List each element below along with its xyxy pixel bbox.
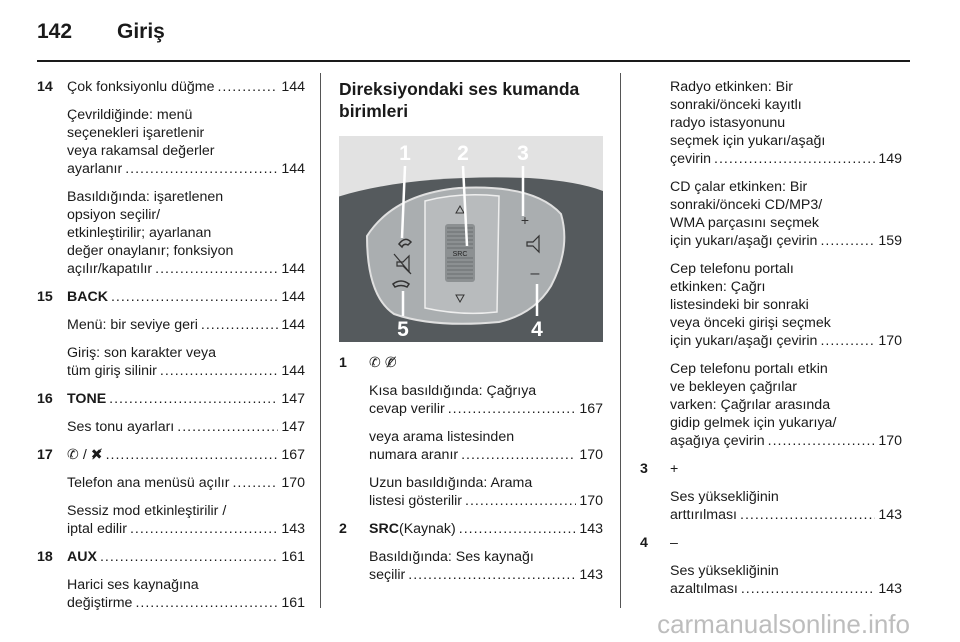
- text-block: [670, 178, 902, 250]
- text-line: [670, 580, 902, 598]
- line-text: –: [670, 535, 678, 551]
- volume-up-icon[interactable]: +: [520, 212, 530, 228]
- text-line: [369, 548, 603, 566]
- text-line: [67, 502, 305, 520]
- entry-number: 17: [37, 447, 53, 463]
- text-line: [369, 492, 603, 510]
- text-block: [67, 576, 305, 612]
- text-line: [67, 446, 305, 464]
- text-line: [369, 566, 603, 584]
- line-text: varken: Çağrılar arasında: [670, 397, 831, 413]
- leader-dots: [160, 362, 278, 380]
- entry-item: [339, 354, 603, 510]
- page-ref: 170: [878, 333, 902, 349]
- leader-dots: [106, 446, 279, 464]
- page-ref: 170: [878, 433, 902, 449]
- line-text: WMA parçasını seçmek: [670, 215, 820, 231]
- line-text: çevirin: [670, 151, 711, 167]
- callout-2: 2: [457, 142, 469, 165]
- text-block: [369, 354, 603, 372]
- page-ref: 167: [579, 401, 603, 417]
- text-block: [670, 534, 902, 552]
- leader-dots: [740, 506, 875, 524]
- entry-item: [37, 446, 305, 538]
- line-text: Harici ses kaynağına: [67, 577, 199, 593]
- line-text: veya rakamsal değerler: [67, 143, 215, 159]
- line-text: TONE: [67, 391, 107, 407]
- callout-3: 3: [517, 142, 529, 165]
- page-ref: 147: [281, 419, 305, 435]
- line-text: Telefon ana menüsü açılır: [67, 475, 230, 491]
- intro-text: [640, 78, 902, 450]
- page-ref: 144: [281, 289, 305, 305]
- steering-wheel-controls-figure: [339, 136, 603, 342]
- line-text: değer onaylanır; fonksiyon: [67, 243, 234, 259]
- text-line: [369, 400, 603, 418]
- text-line: [670, 534, 902, 552]
- text-line: [670, 414, 902, 432]
- text-line: [670, 296, 902, 314]
- callout-5: 5: [397, 318, 409, 341]
- entry-item: [640, 460, 902, 524]
- page-number: 142: [37, 20, 73, 43]
- leader-dots: [109, 390, 278, 408]
- page-ref: 144: [281, 161, 305, 177]
- text-block: [670, 488, 902, 524]
- leader-dots: [125, 160, 278, 178]
- leader-dots: [820, 232, 875, 250]
- leader-dots: [714, 150, 875, 168]
- src-label: SRC: [452, 251, 468, 258]
- entry-number: 15: [37, 289, 53, 305]
- entry-number: 2: [339, 521, 347, 537]
- line-text: opsiyon seçilir/: [67, 207, 161, 223]
- line-text: Ses tonu ayarları: [67, 419, 175, 435]
- leader-dots: [130, 520, 278, 538]
- watermark: carmanualsonline.info: [657, 609, 910, 639]
- page-ref: 143: [579, 521, 603, 537]
- text-block: [369, 382, 603, 418]
- text-line: [670, 214, 902, 232]
- text-block: [67, 78, 305, 96]
- text-line: [670, 114, 902, 132]
- callout-4: 4: [531, 318, 543, 341]
- text-line: [67, 316, 305, 334]
- line-text: arttırılması: [670, 507, 738, 523]
- callout-1: 1: [399, 142, 411, 165]
- line-text: SRC: [369, 521, 399, 537]
- text-block: [67, 474, 305, 492]
- text-line: [670, 314, 902, 332]
- line-text: Uzun basıldığında: Arama: [369, 475, 533, 491]
- entry-item: [640, 534, 902, 598]
- entry-number: 1: [339, 355, 347, 371]
- leader-dots: [820, 332, 875, 350]
- leader-dots: [217, 78, 278, 96]
- page-ref: 167: [281, 447, 305, 463]
- leader-dots: [177, 418, 278, 436]
- text-line: [369, 474, 603, 492]
- page-ref: 143: [281, 521, 305, 537]
- line-text: CD çalar etkinken: Bir: [670, 179, 808, 195]
- text-line: [670, 562, 902, 580]
- text-line: [67, 548, 305, 566]
- text-line: [670, 378, 902, 396]
- line-text: açılır/kapatılır: [67, 261, 153, 277]
- page-title: Giriş: [117, 20, 165, 43]
- text-line: [67, 594, 305, 612]
- page-ref: 161: [281, 595, 305, 611]
- line-text: ✆ / ✖̸: [67, 447, 103, 463]
- line-text: cevap verilir: [369, 401, 445, 417]
- text-block: [67, 106, 305, 178]
- text-line: [67, 474, 305, 492]
- text-line: [670, 396, 902, 414]
- text-line: [670, 460, 902, 478]
- line-text: sonraki/önceki CD/MP3/: [670, 197, 823, 213]
- column-1: [37, 78, 305, 622]
- page-ref: 143: [579, 567, 603, 583]
- line-text: listesi gösterilir: [369, 493, 463, 509]
- text-block: [67, 446, 305, 464]
- line-text: numara aranır: [369, 447, 459, 463]
- text-block: [369, 428, 603, 464]
- column-3: [640, 78, 902, 608]
- line-text: radyo istasyonunu: [670, 115, 786, 131]
- text-line: [670, 278, 902, 296]
- text-line: [67, 78, 305, 96]
- leader-dots: [741, 580, 876, 598]
- text-line: [369, 428, 603, 446]
- text-block: [670, 260, 902, 350]
- text-block: [670, 360, 902, 450]
- line-text: Giriş: son karakter veya: [67, 345, 217, 361]
- text-line: [67, 124, 305, 142]
- text-block: [67, 188, 305, 278]
- text-line: [670, 196, 902, 214]
- line-text: Ses yüksekliğinin: [670, 563, 779, 579]
- text-line: [67, 160, 305, 178]
- line-text: için yukarı/aşağı çevirin: [670, 333, 818, 349]
- section-title-line-2: birimleri: [339, 101, 409, 121]
- leader-dots: [461, 446, 576, 464]
- line-text: Ses yüksekliğinin: [670, 489, 779, 505]
- line-text: Basıldığında: Ses kaynağı: [369, 549, 534, 565]
- text-block: [67, 344, 305, 380]
- text-line: [670, 360, 902, 378]
- page-ref: 144: [281, 79, 305, 95]
- line-text: AUX: [67, 549, 97, 565]
- leader-dots: [459, 520, 577, 538]
- text-line: [67, 576, 305, 594]
- line-text: ayarlanır: [67, 161, 123, 177]
- page-ref: 143: [878, 507, 902, 523]
- text-block: [369, 474, 603, 510]
- entry-item: [339, 520, 603, 584]
- text-line: [67, 390, 305, 408]
- leader-dots: [201, 316, 278, 334]
- entry-item: [37, 390, 305, 436]
- text-block: [67, 548, 305, 566]
- page-ref: 147: [281, 391, 305, 407]
- text-line: [67, 224, 305, 242]
- text-line: [670, 432, 902, 450]
- line-text: tüm giriş silinir: [67, 363, 157, 379]
- text-line: [369, 382, 603, 400]
- page-ref: 170: [281, 475, 305, 491]
- text-line: [67, 242, 305, 260]
- line-text: iptal edilir: [67, 521, 127, 537]
- text-line: [670, 232, 902, 250]
- text-line: [67, 142, 305, 160]
- page-ref: 144: [281, 317, 305, 333]
- text-line: [67, 520, 305, 538]
- text-block: [67, 316, 305, 334]
- text-block: [670, 460, 902, 478]
- leader-dots: [100, 548, 278, 566]
- text-line: [67, 362, 305, 380]
- text-line: [67, 418, 305, 436]
- line-text: veya arama listesinden: [369, 429, 515, 445]
- line-text: Sessiz mod etkinleştirilir /: [67, 503, 227, 519]
- header-rule: [37, 60, 910, 62]
- text-block: [670, 562, 902, 598]
- text-line: [670, 150, 902, 168]
- line-text: Radyo etkinken: Bir: [670, 79, 794, 95]
- line-text: Kısa basıldığında: Çağrıya: [369, 383, 537, 399]
- line-text: seçilir: [369, 567, 406, 583]
- page-ref: 170: [579, 447, 603, 463]
- page-ref: 144: [281, 363, 305, 379]
- text-line: [670, 178, 902, 196]
- column-divider-1: [320, 73, 321, 608]
- entry-number: 16: [37, 391, 53, 407]
- text-block: [67, 390, 305, 408]
- entry-number: 4: [640, 535, 648, 551]
- line-text: seçenekleri işaretlenir: [67, 125, 205, 141]
- section-title: [339, 78, 603, 122]
- text-line: [67, 188, 305, 206]
- text-block: [67, 502, 305, 538]
- column-2-entries: [339, 354, 603, 584]
- text-line: [670, 332, 902, 350]
- text-line: [670, 488, 902, 506]
- line-text: için yukarı/aşağı çevirin: [670, 233, 818, 249]
- line-text-rest: (Kaynak): [398, 521, 456, 537]
- entry-number: 18: [37, 549, 53, 565]
- entry-item: [37, 548, 305, 612]
- line-text: gidip gelmek için yukarıya/: [670, 415, 837, 431]
- leader-dots: [232, 474, 278, 492]
- leader-dots: [465, 492, 576, 510]
- line-text: sonraki/önceki kayıtlı: [670, 97, 802, 113]
- text-line: [670, 260, 902, 278]
- leader-dots: [408, 566, 576, 584]
- text-line: [670, 78, 902, 96]
- leader-dots: [155, 260, 278, 278]
- line-text: ✆ ✆̸: [369, 355, 397, 371]
- page-ref: 143: [878, 581, 902, 597]
- text-line: [67, 260, 305, 278]
- line-text: veya önceki girişi seçmek: [670, 315, 831, 331]
- line-text: +: [670, 461, 679, 477]
- entry-item: [37, 78, 305, 278]
- text-line: [67, 344, 305, 362]
- text-block: [369, 548, 603, 584]
- text-block: [67, 288, 305, 306]
- line-text: Cep telefonu portalı etkin: [670, 361, 828, 377]
- line-text: ve bekleyen çağrılar: [670, 379, 797, 395]
- line-text: Cep telefonu portalı: [670, 261, 794, 277]
- line-text: aşağıya çevirin: [670, 433, 765, 449]
- text-line: [67, 106, 305, 124]
- text-line: [670, 132, 902, 150]
- entry-item: [37, 288, 305, 380]
- line-text: BACK: [67, 289, 108, 305]
- text-line: [67, 288, 305, 306]
- page-ref: 170: [579, 493, 603, 509]
- page-ref: 159: [878, 233, 902, 249]
- text-block: [369, 520, 603, 538]
- line-text: Çevrildiğinde: menü: [67, 107, 193, 123]
- volume-down-icon[interactable]: –: [530, 265, 540, 282]
- column-2: [339, 78, 603, 594]
- text-line: [67, 206, 305, 224]
- text-line: [670, 506, 902, 524]
- line-text: Menü: bir seviye geri: [67, 317, 198, 333]
- line-text: Çok fonksiyonlu düğme: [67, 79, 215, 95]
- section-title-line-1: Direksiyondaki ses kumanda: [339, 79, 580, 99]
- line-text: etkinleştirilir; ayarlanan: [67, 225, 212, 241]
- text-line: [670, 96, 902, 114]
- text-block: [67, 418, 305, 436]
- page-ref: 161: [281, 549, 305, 565]
- text-line: [369, 520, 603, 538]
- line-text: seçmek için yukarı/aşağı: [670, 133, 826, 149]
- line-text: değiştirme: [67, 595, 133, 611]
- text-line: [369, 446, 603, 464]
- text-block: [670, 78, 902, 168]
- leader-dots: [135, 594, 278, 612]
- column-divider-2: [620, 73, 621, 608]
- page-ref: 149: [878, 151, 902, 167]
- line-text: Basıldığında: işaretlenen: [67, 189, 224, 205]
- line-text: listesindeki bir sonraki: [670, 297, 809, 313]
- entry-number: 14: [37, 79, 53, 95]
- page-ref: 144: [281, 261, 305, 277]
- line-text: azaltılması: [670, 581, 738, 597]
- text-line: [369, 354, 603, 372]
- leader-dots: [768, 432, 876, 450]
- leader-dots: [111, 288, 278, 306]
- line-text: etkinken: Çağrı: [670, 279, 766, 295]
- entry-number: 3: [640, 461, 648, 477]
- leader-dots: [448, 400, 577, 418]
